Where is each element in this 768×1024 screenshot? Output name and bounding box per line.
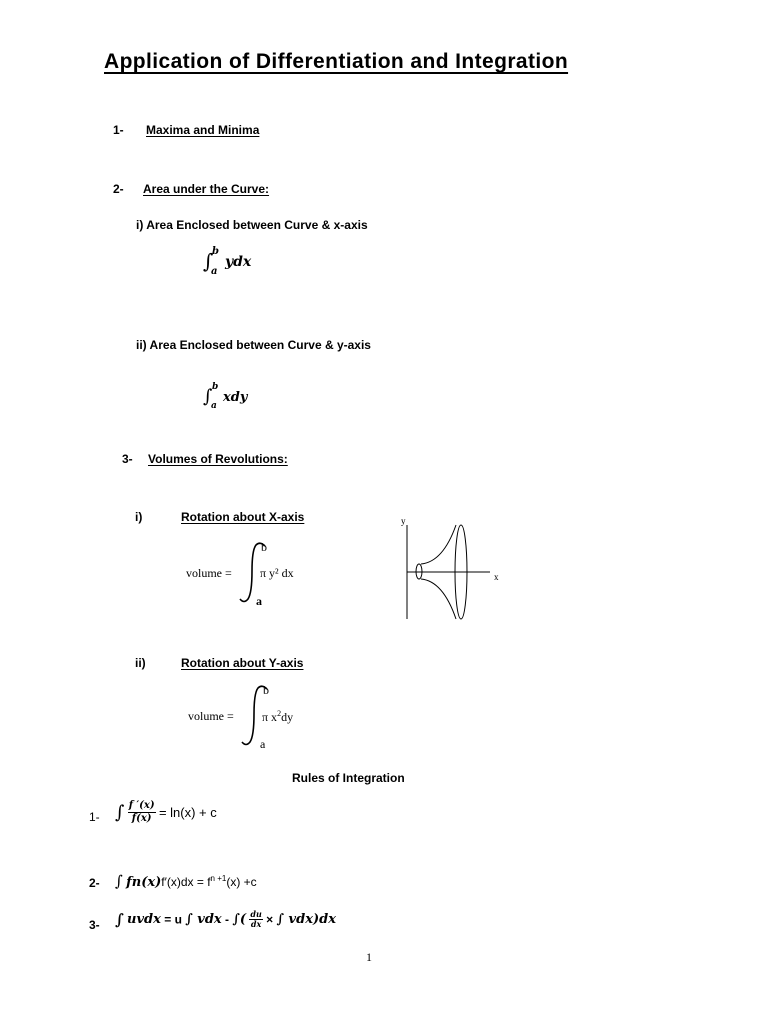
- integral-sign: ∫: [203, 249, 214, 273]
- volume-y-lhs: volume =: [188, 709, 234, 723]
- rule-3-eq-u: = u: [160, 912, 186, 927]
- rule-3-close: ∫ vdx)dx: [276, 912, 336, 927]
- rotation-y-heading: Rotation about Y-axis: [181, 656, 304, 670]
- lower-curve: [421, 579, 456, 619]
- rule-2-mid: f′(x)dx = f: [161, 875, 211, 889]
- rule-3-number: 3-: [89, 918, 100, 932]
- volume-x-lower: a: [256, 594, 262, 608]
- section-3-heading: Volumes of Revolutions:: [148, 452, 288, 466]
- lower-limit: a: [211, 266, 218, 277]
- rule-3-formula: [115, 910, 336, 929]
- diagram-x-label: x: [494, 572, 499, 582]
- area-x-integral: [203, 246, 283, 280]
- rule-1-rhs: = ln(x) + c: [158, 805, 217, 820]
- fraction-numerator: f ′(x): [128, 800, 155, 811]
- area-y-axis-heading: ii) Area Enclosed between Curve & y-axis: [136, 338, 371, 352]
- integral-sign: ∫: [115, 802, 125, 823]
- volume-x-upper: b: [261, 540, 267, 554]
- integral-sign: ∫: [203, 386, 213, 407]
- rule-3-int-vdx: ∫ vdx: [185, 912, 222, 927]
- upper-limit: b: [212, 382, 219, 392]
- upper-curve: [421, 525, 456, 564]
- rotation-x-number: i): [135, 510, 143, 524]
- integrand-exponent: 2: [277, 709, 282, 718]
- volume-y-integrand: [262, 709, 293, 725]
- rule-3-minus: -: [221, 912, 233, 927]
- rules-heading: Rules of Integration: [292, 771, 405, 785]
- rule-3-open: ∫(: [232, 912, 247, 927]
- volume-x-lhs: volume =: [186, 566, 232, 580]
- rotation-x-heading: Rotation about X-axis: [181, 510, 305, 524]
- diagram-y-label: y: [401, 516, 406, 526]
- integral-sign: ∫: [115, 910, 124, 929]
- page-title: Application of Differentiation and Integration: [104, 50, 569, 73]
- rule-3-times: ×: [262, 912, 277, 927]
- section-1-heading: Maxima and Minima: [146, 123, 260, 137]
- rule-2-fn: fn(x): [126, 875, 162, 890]
- du: du: [250, 909, 262, 919]
- fraction: [128, 800, 156, 825]
- volume-y-lower: a: [260, 737, 266, 751]
- section-2-heading: Area under the Curve:: [143, 182, 270, 196]
- rotation-y-number: ii): [135, 656, 146, 670]
- area-x-axis-heading: i) Area Enclosed between Curve & x-axis: [136, 218, 368, 232]
- volume-y-upper: b: [263, 683, 269, 697]
- volume-x-integrand: π y² dx: [260, 566, 294, 580]
- integrand: xdy: [223, 390, 248, 405]
- page-number: 1: [366, 950, 372, 964]
- lower-limit: a: [211, 401, 217, 411]
- integral-sign: ∫: [115, 872, 123, 890]
- du-dx-fraction: [249, 910, 262, 929]
- rule-1-number: 1-: [89, 810, 100, 824]
- dx: dx: [250, 919, 262, 929]
- rule-1-formula: [115, 800, 217, 825]
- section-3-number: 3-: [122, 452, 133, 466]
- upper-limit: b: [212, 246, 219, 257]
- rule-3-uvdx: uvdx: [127, 912, 161, 927]
- section-2-number: 2-: [113, 182, 124, 196]
- integrand-dy: dy: [281, 710, 294, 724]
- fraction-denominator: f(x): [131, 813, 152, 824]
- rule-2-exponent: n +1: [210, 874, 227, 883]
- rule-2-number: 2-: [89, 876, 100, 890]
- rule-2-end: (x) +c: [226, 875, 257, 889]
- section-1-number: 1-: [113, 123, 124, 137]
- solid-of-revolution-diagram: [398, 515, 508, 623]
- rule-2-formula: [115, 872, 257, 890]
- integrand-pi-x: π x: [262, 710, 278, 724]
- integrand: ydx: [225, 254, 252, 270]
- area-y-integral: [203, 384, 283, 414]
